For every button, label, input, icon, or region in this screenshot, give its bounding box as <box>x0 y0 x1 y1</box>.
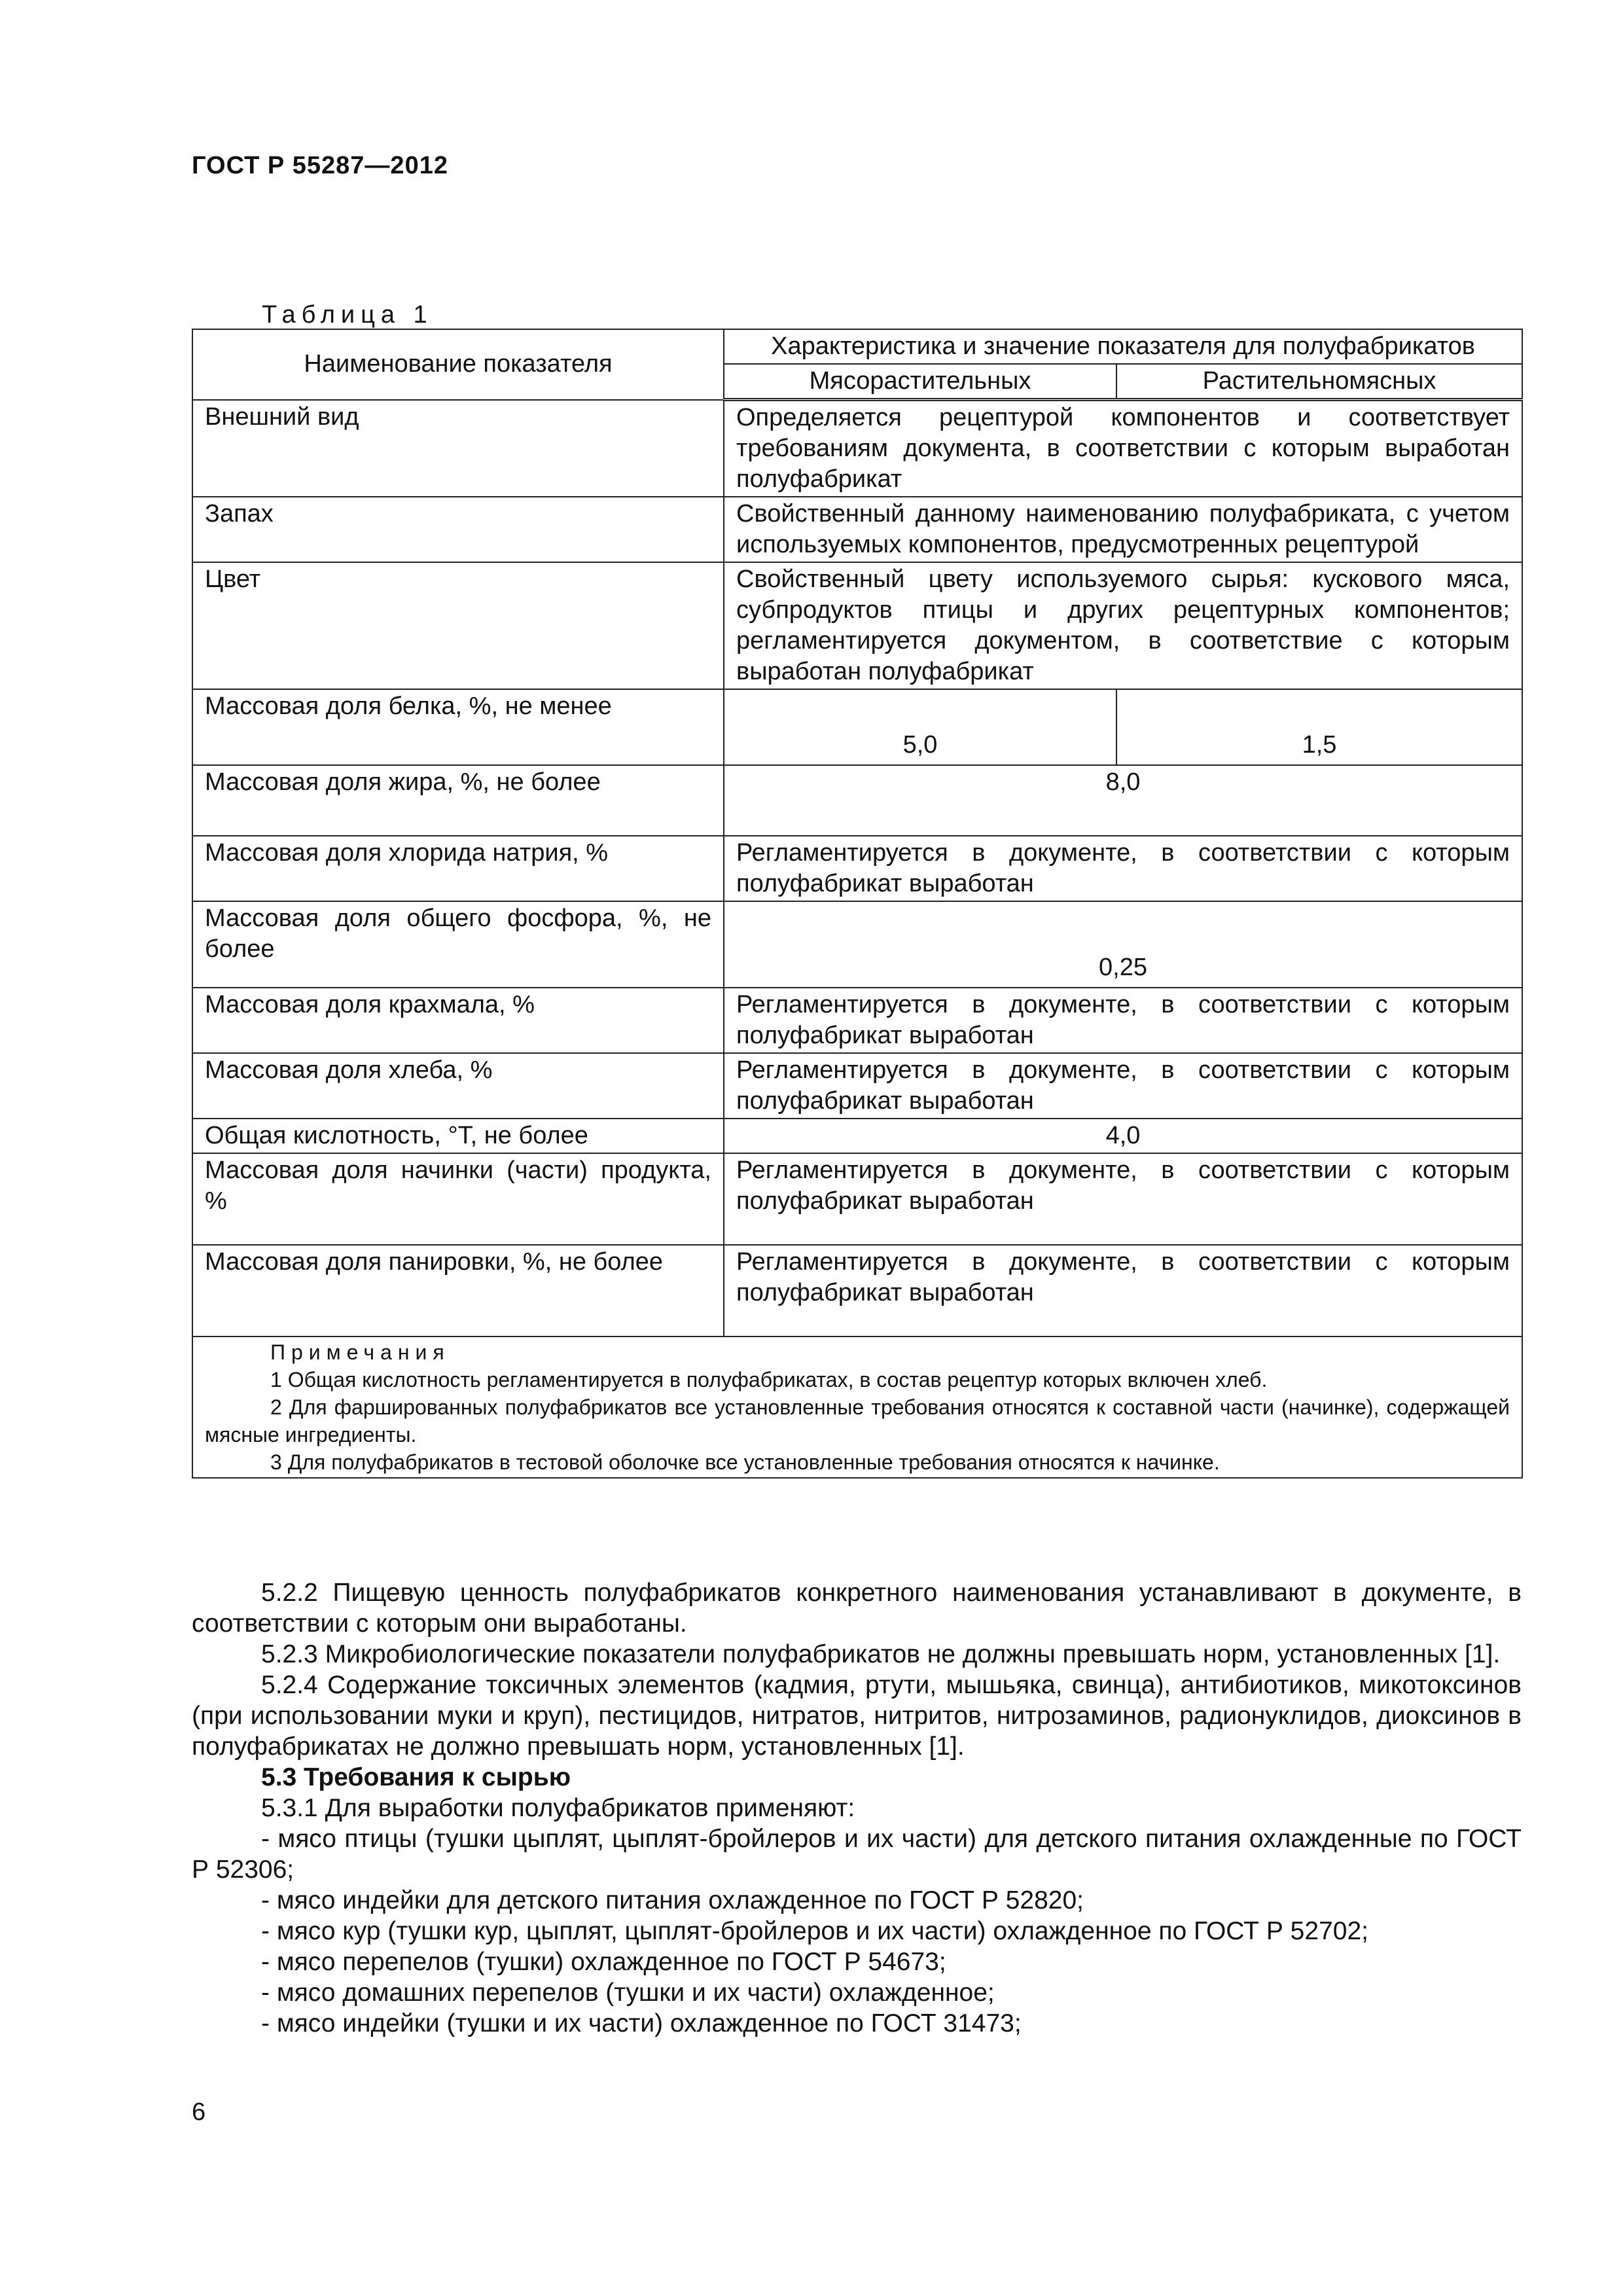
indicator-name: Массовая доля жира, %, не более <box>192 765 724 836</box>
list-item: - мясо индейки (тушки и их части) охлажденное по ГОСТ 31473; <box>261 2009 1022 2037</box>
table-row <box>192 901 1522 988</box>
table-row <box>192 562 1522 689</box>
table-row <box>192 1153 1522 1245</box>
indicator-value: Регламентируется в документе, в соответствии с которым полуфабрикат выработан <box>724 836 1522 901</box>
table-row <box>192 988 1522 1053</box>
paragraph-5-2-3: 5.2.3 Микробиологические показатели полуфабрикатов не должны превышать норм, установленных [1]. <box>261 1640 1501 1668</box>
indicator-value: Регламентируется в документе, в соответствии с которым полуфабрикат выработан <box>724 1153 1522 1245</box>
table-header-row <box>192 329 1522 364</box>
list-item: - мясо кур (тушки кур, цыплят, цыплят-бройлеров и их части) охлажденное по ГОСТ Р 52702; <box>261 1917 1368 1945</box>
indicator-value: Регламентируется в документе, в соответствии с которым полуфабрикат выработан <box>724 988 1522 1053</box>
note-item: 3 Для полуфабрикатов в тестовой оболочке все установленные требования относятся к начинке. <box>270 1450 1220 1474</box>
section-heading-5-3: 5.3 Требования к сырью <box>261 1763 571 1791</box>
column-header-meat-plant: Мясорастительных <box>724 364 1116 400</box>
indicator-name: Массовая доля панировки, %, не более <box>192 1245 724 1336</box>
table-caption: Таблица 1 <box>262 301 433 329</box>
column-header-indicator-name: Наименование показателя <box>192 329 724 400</box>
indicator-value: Регламентируется в документе, в соответствии с которым полуфабрикат выработан <box>724 1053 1522 1119</box>
indicator-value: Регламентируется в документе, в соответствии с которым полуфабрикат выработан <box>724 1245 1522 1336</box>
table-notes <box>192 1336 1522 1478</box>
indicator-name: Массовая доля начинки (части) продукта, % <box>192 1153 724 1245</box>
indicator-value: 0,25 <box>724 901 1522 988</box>
indicator-name: Массовая доля белка, %, не менее <box>192 689 724 765</box>
body-text <box>192 1577 1522 2039</box>
indicator-value: Свойственный данному наименованию полуфабриката, с учетом используемых компонентов, предусмотренных рецептурой <box>724 497 1522 562</box>
column-header-plant-meat: Растительномясных <box>1116 364 1522 400</box>
paragraph-5-2-4: 5.2.4 Содержание токсичных элементов (кадмия, ртути, мышьяка, свинца), антибиотиков, микотоксинов (при использовании муки и круп), пестицидов, нитратов, нитритов, нитрозаминов, радионуклидов, диоксинов в полуфабрикатах не должно превышать норм, установленных [1]. <box>192 1671 1522 1761</box>
list-item: - мясо домашних перепелов (тушки и их части) охлажденное; <box>261 1979 995 2007</box>
indicator-name: Массовая доля общего фосфора, %, не более <box>192 901 724 988</box>
indicator-value: 8,0 <box>724 765 1522 836</box>
table-row <box>192 400 1522 497</box>
column-header-characteristic: Характеристика и значение показателя для полуфабрикатов <box>724 329 1522 364</box>
indicator-name: Массовая доля хлорида натрия, % <box>192 836 724 901</box>
paragraph-5-2-2: 5.2.2 Пищевую ценность полуфабрикатов конкретного наименования устанавливают в документе, в соответствии с которым они выработаны. <box>192 1579 1522 1638</box>
document-code-header: ГОСТ Р 55287—2012 <box>192 152 448 179</box>
note-item: 2 Для фаршированных полуфабрикатов все установленные требования относятся к составной части (начинке), содержащей мясные ингредиенты. <box>205 1395 1510 1446</box>
indicator-name: Внешний вид <box>192 400 724 497</box>
indicator-name: Запах <box>192 497 724 562</box>
table-row <box>192 689 1522 765</box>
notes-title: Примечания <box>270 1340 450 1364</box>
indicator-value: Свойственный цвету используемого сырья: кускового мяса, субпродуктов птицы и других рецептурных компонентов; регламентируется документом, в соответствие с которым выработан полуфабрикат <box>724 562 1522 689</box>
table-notes-row <box>192 1336 1522 1478</box>
list-item: - мясо индейки для детского питания охлажденное по ГОСТ Р 52820; <box>261 1886 1084 1914</box>
indicator-name: Общая кислотность, °Т, не более <box>192 1119 724 1153</box>
paragraph-5-3-1: 5.3.1 Для выработки полуфабрикатов применяют: <box>261 1794 855 1822</box>
indicator-value-meat-plant: 5,0 <box>724 689 1116 765</box>
indicator-value: 4,0 <box>724 1119 1522 1153</box>
indicator-name: Цвет <box>192 562 724 689</box>
table-row <box>192 497 1522 562</box>
table-row <box>192 1245 1522 1336</box>
indicator-value: Определяется рецептурой компонентов и соответствует требованиям документа, в соответствии с которым выработан полуфабрикат <box>724 400 1522 497</box>
page-number: 6 <box>192 2098 206 2126</box>
indicator-name: Массовая доля крахмала, % <box>192 988 724 1053</box>
indicator-value-plant-meat: 1,5 <box>1116 689 1522 765</box>
list-item: - мясо птицы (тушки цыплят, цыплят-бройлеров и их части) для детского питания охлажденные по ГОСТ Р 52306; <box>192 1825 1522 1884</box>
table-row <box>192 1119 1522 1153</box>
table-row <box>192 836 1522 901</box>
table-row <box>192 1053 1522 1119</box>
table-row <box>192 765 1522 836</box>
note-item: 1 Общая кислотность регламентируется в полуфабрикатах, в состав рецептур которых включен хлеб. <box>270 1368 1268 1391</box>
requirements-table <box>192 329 1523 1479</box>
list-item: - мясо перепелов (тушки) охлажденное по ГОСТ Р 54673; <box>261 1948 946 1976</box>
indicator-name: Массовая доля хлеба, % <box>192 1053 724 1119</box>
